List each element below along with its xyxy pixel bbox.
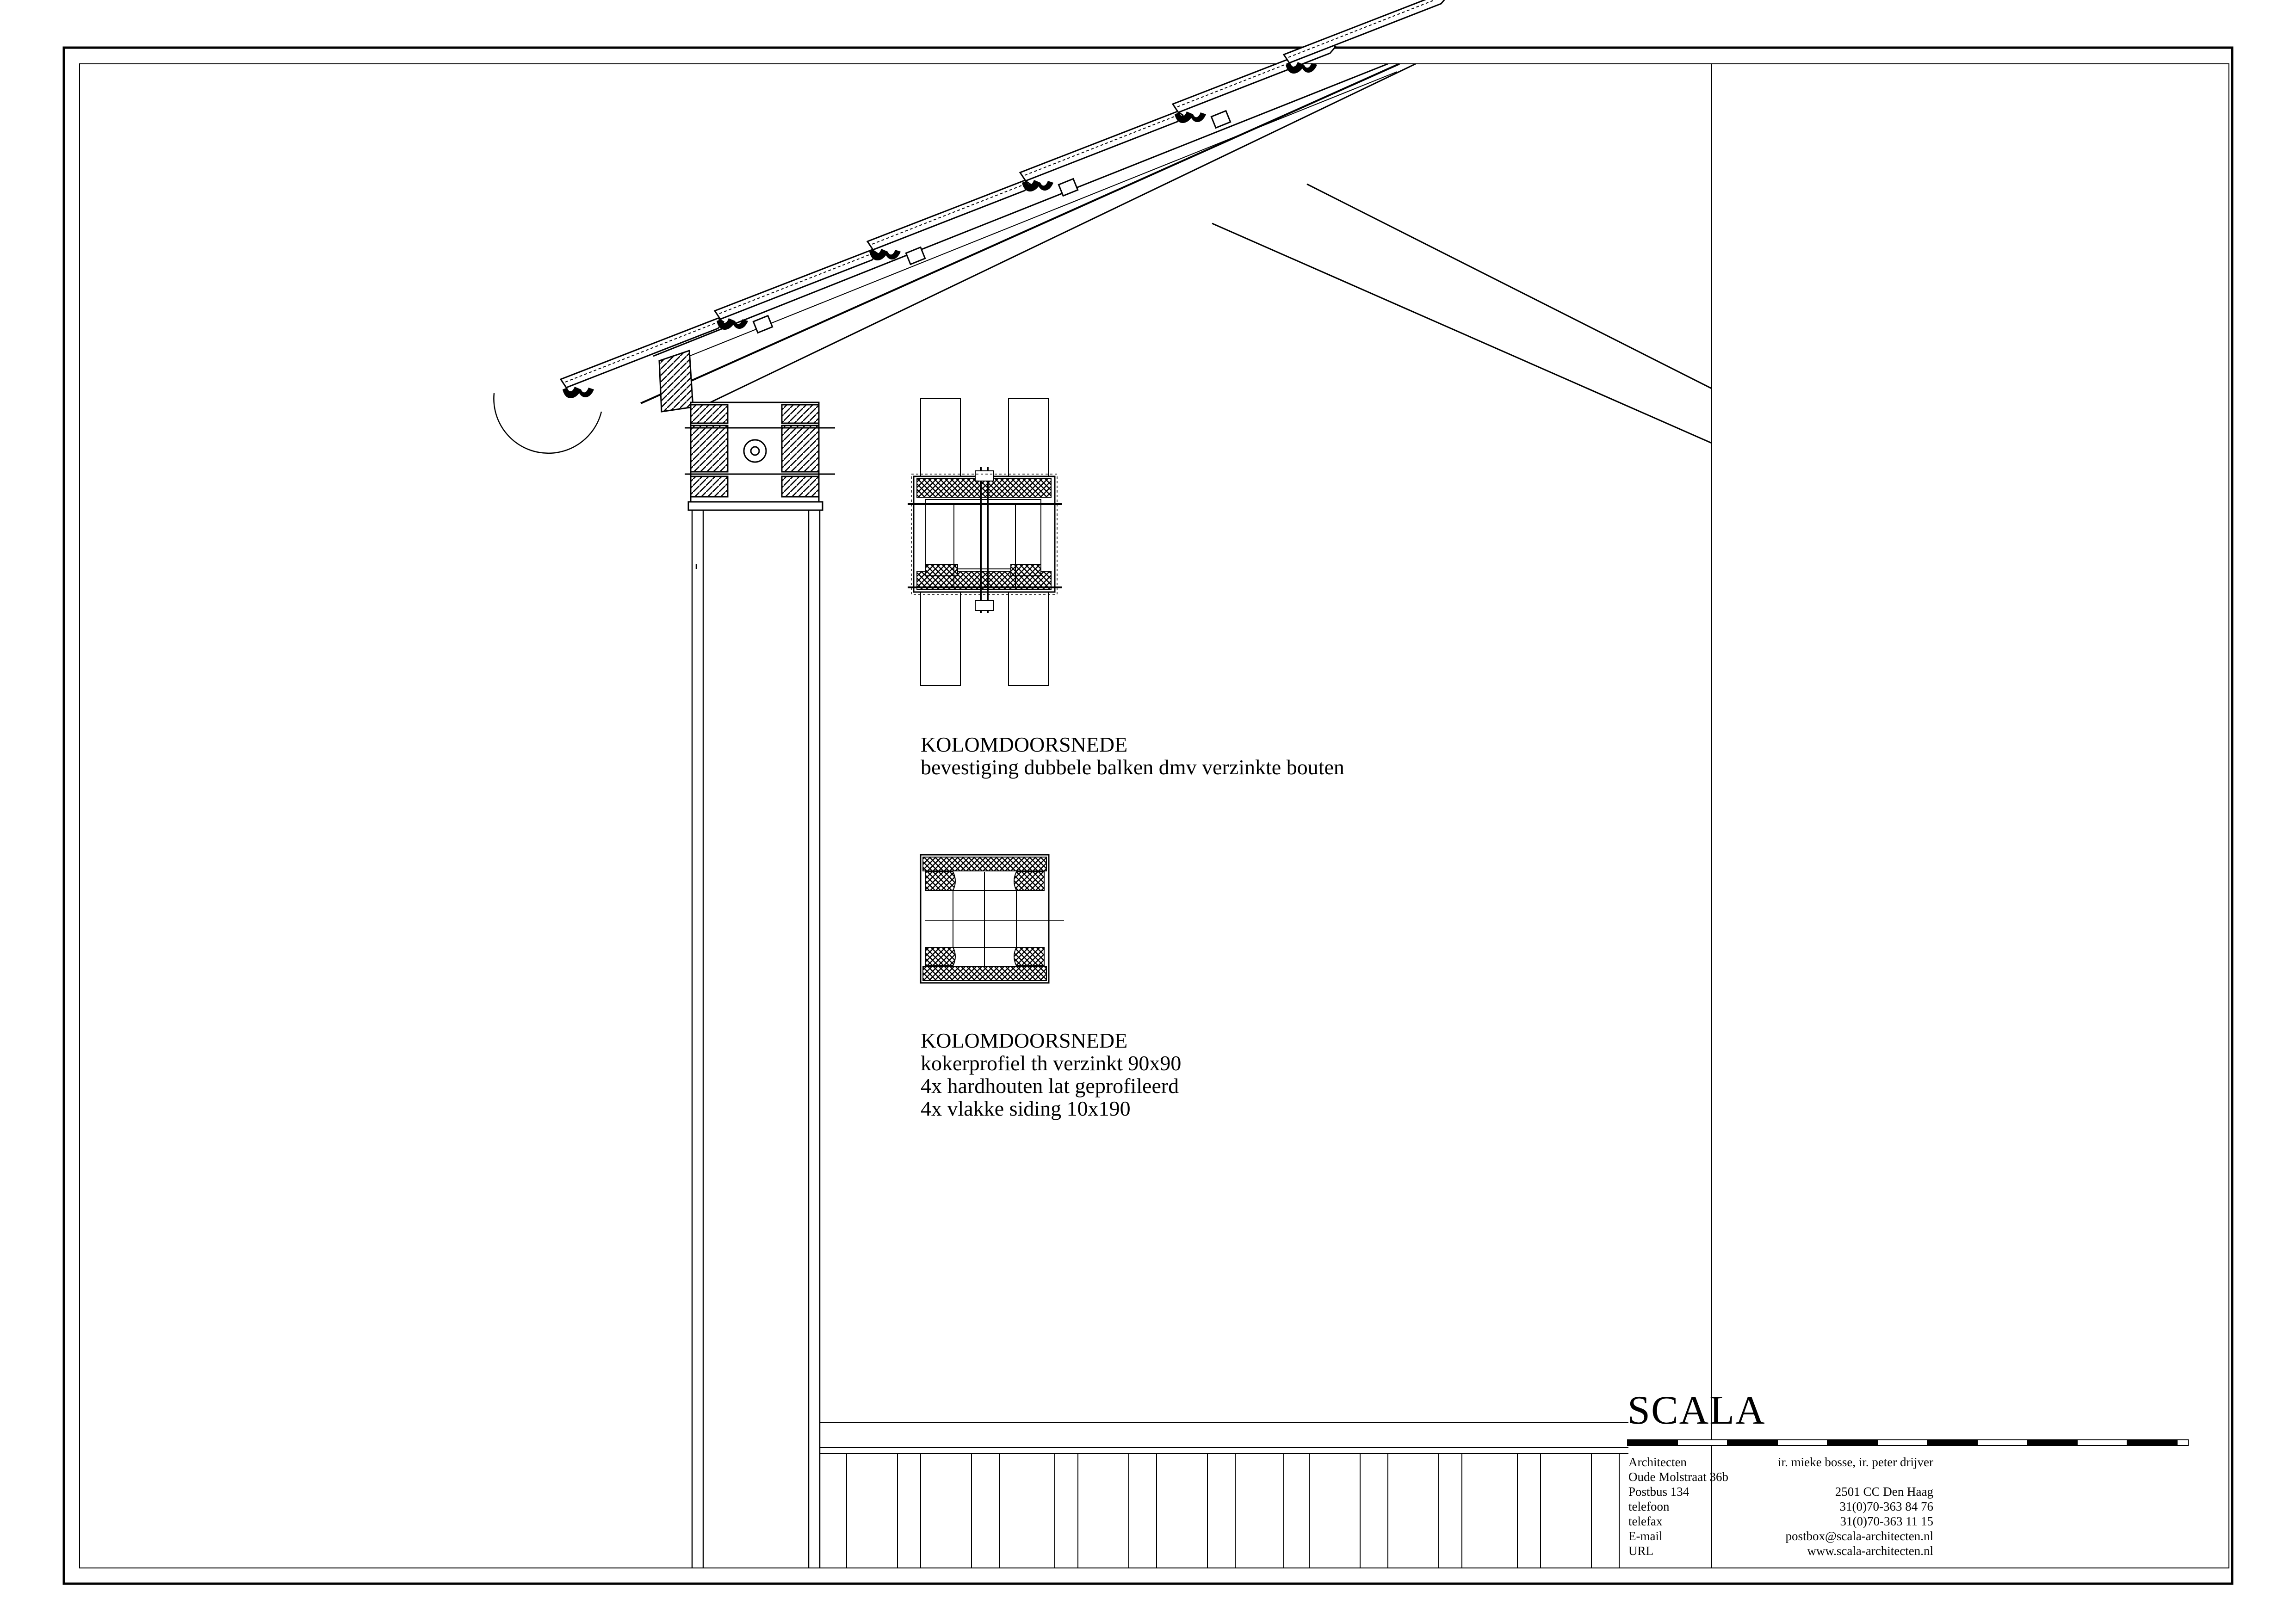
- tb-value-email: postbox@scala-architecten.nl: [1785, 1529, 1933, 1543]
- detail1-line-1: bevestiging dubbele balken dmv verzinkte bouten: [921, 755, 1344, 779]
- detail2-line-2: 4x hardhouten lat geprofileerd: [921, 1074, 1179, 1098]
- tb-value-telefax: 31(0)70-363 11 15: [1840, 1514, 1933, 1528]
- column: [692, 510, 820, 1568]
- tb-label-address: Oude Molstraat 36b: [1628, 1470, 1728, 1484]
- firm-name: SCALA: [1628, 1388, 1766, 1433]
- tb-label-telefoon: telefoon: [1628, 1500, 1670, 1513]
- tb-label-email: E-mail: [1628, 1529, 1663, 1543]
- tb-value-postcode: 2501 CC Den Haag: [1835, 1485, 1933, 1499]
- gutter: [494, 393, 601, 453]
- tb-value-architects: ir. mieke bosse, ir. peter drijver: [1778, 1455, 1933, 1469]
- scale-bar: [1628, 1440, 2188, 1445]
- detail-box-profile: [921, 855, 1064, 983]
- detail2-title: KOLOMDOORSNEDE: [921, 1029, 1128, 1052]
- detail-double-beams: [908, 399, 1062, 685]
- fascia-board: [659, 351, 693, 412]
- tb-value-telefoon: 31(0)70-363 84 76: [1839, 1500, 1933, 1513]
- tb-label-telefax: telefax: [1628, 1514, 1663, 1528]
- roof-tiles: [561, 0, 1447, 398]
- detail2-line-1: kokerprofiel th verzinkt 90x90: [921, 1051, 1182, 1075]
- tb-label-architecten: Architecten: [1628, 1455, 1687, 1469]
- tb-label-postbus: Postbus 134: [1628, 1485, 1690, 1499]
- column-head: [685, 402, 835, 510]
- tb-value-url: www.scala-architecten.nl: [1807, 1544, 1933, 1558]
- detail1-title: KOLOMDOORSNEDE: [921, 733, 1128, 756]
- wall-siding: [820, 1422, 1628, 1568]
- detail2-line-3: 4x vlakke siding 10x190: [921, 1097, 1131, 1120]
- sheet-border: [64, 48, 2232, 1584]
- tb-label-url: URL: [1628, 1544, 1653, 1558]
